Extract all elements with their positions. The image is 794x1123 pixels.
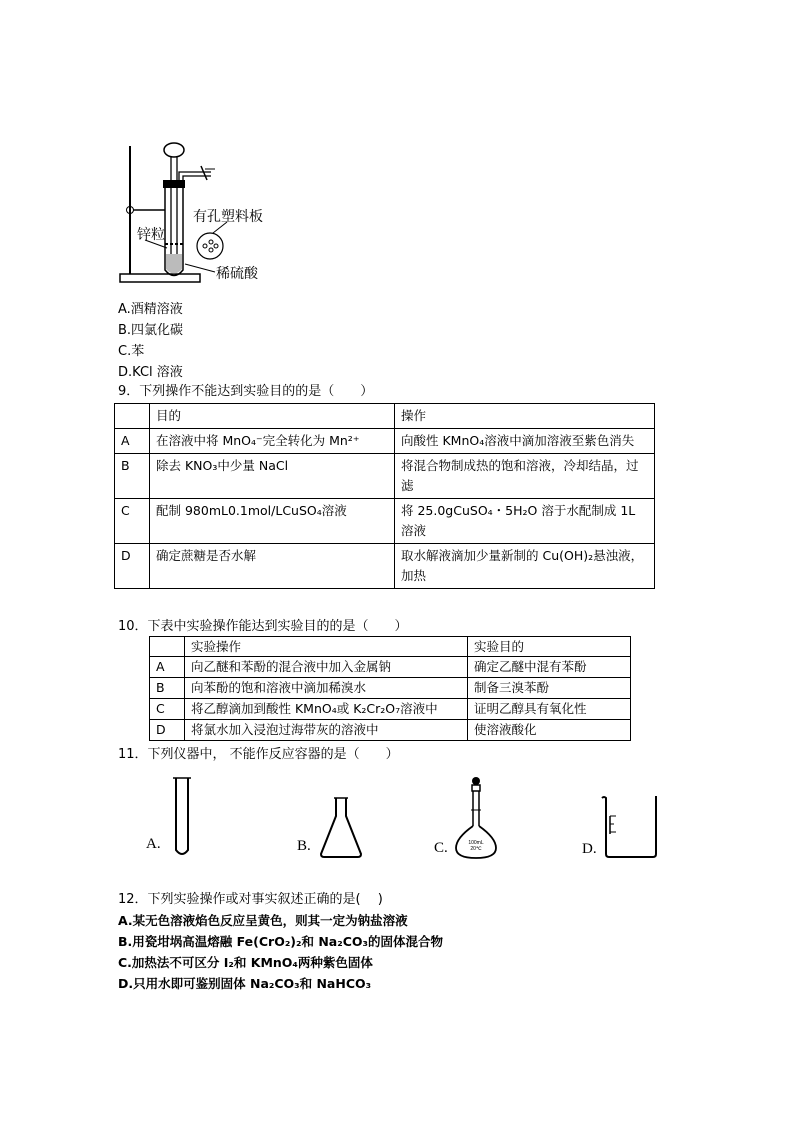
row-label: C <box>115 499 150 544</box>
row-op: 向乙醚和苯酚的混合液中加入金属钠 <box>185 657 468 678</box>
label-zinc: 锌粒 <box>137 227 165 243</box>
row-label: C <box>150 699 185 720</box>
table-row <box>115 404 655 429</box>
q9-header-operation: 操作 <box>395 404 655 429</box>
q8-option-b: B.四氯化碳 <box>118 323 184 338</box>
table-row <box>115 544 655 589</box>
row-op: 将乙醇滴加到酸性 KMnO₄或 K₂Cr₂O₇溶液中 <box>185 699 468 720</box>
row-goal: 证明乙醇具有氧化性 <box>468 699 631 720</box>
label-acid: 稀硫酸 <box>216 266 258 282</box>
row-purpose: 在溶液中将 MnO₄⁻完全转化为 Mn²⁺ <box>150 429 395 454</box>
table-row <box>150 657 631 678</box>
table-row <box>150 637 631 657</box>
row-label: B <box>115 454 150 499</box>
q9-table <box>114 403 655 589</box>
q11-label-a: A. <box>146 836 161 852</box>
flask-mark-volume: 100mL <box>468 840 484 846</box>
q10-header-goal: 实验目的 <box>468 637 631 657</box>
table-row <box>115 429 655 454</box>
q8-option-d: D.KCl 溶液 <box>118 365 183 380</box>
q8-option-a: A.酒精溶液 <box>118 302 183 317</box>
q9-header-blank <box>115 404 150 429</box>
row-op: 向苯酚的饱和溶液中滴加稀溴水 <box>185 678 468 699</box>
q10-header-blank <box>150 637 185 657</box>
row-operation: 向酸性 KMnO₄溶液中滴加溶液至紫色消失 <box>395 429 655 454</box>
row-operation: 取水解液滴加少量新制的 Cu(OH)₂悬浊液，加热 <box>395 544 655 589</box>
q11-stem: 11．下列仪器中， 不能作反应容器的是（ ） <box>118 747 399 762</box>
row-goal: 确定乙醚中混有苯酚 <box>468 657 631 678</box>
row-label: A <box>150 657 185 678</box>
table-row <box>150 699 631 720</box>
table-row <box>150 720 631 741</box>
q11-label-c: C. <box>434 840 448 856</box>
q12-option-b: B.用瓷坩埚高温熔融 Fe(CrO₂)₂和 Na₂CO₃的固体混合物 <box>118 934 443 949</box>
q12-option-d: D.只用水即可鉴别固体 Na₂CO₃和 NaHCO₃ <box>118 976 372 991</box>
q12-option-a: A.某无色溶液焰色反应呈黄色，则其一定为钠盐溶液 <box>118 913 408 928</box>
q11-label-b: B. <box>297 838 311 854</box>
table-row <box>115 454 655 499</box>
q9-header-purpose: 目的 <box>150 404 395 429</box>
q9-stem: 9．下列操作不能达到实验目的的是（ ） <box>118 384 374 399</box>
beaker-icon <box>600 794 660 860</box>
test-tube-icon <box>170 776 194 860</box>
row-operation: 将 25.0gCuSO₄・5H₂O 溶于水配制成 1L 溶液 <box>395 499 655 544</box>
row-goal: 制备三溴苯酚 <box>468 678 631 699</box>
q8-option-c: C.苯 <box>118 344 145 359</box>
q12-option-c: C.加热法不可区分 I₂和 KMnO₄两种紫色固体 <box>118 955 373 970</box>
row-purpose: 确定蔗糖是否水解 <box>150 544 395 589</box>
row-purpose: 除去 KNO₃中少量 NaCl <box>150 454 395 499</box>
row-label: D <box>115 544 150 589</box>
row-purpose: 配制 980mL0.1mol/LCuSO₄溶液 <box>150 499 395 544</box>
label-plate: 有孔塑料板 <box>193 209 263 225</box>
row-goal: 使溶液酸化 <box>468 720 631 741</box>
q12-stem: 12．下列实验操作或对事实叙述正确的是( ) <box>118 892 383 907</box>
row-operation: 将混合物制成热的饱和溶液，冷却结晶，过滤 <box>395 454 655 499</box>
q10-stem: 10．下表中实验操作能达到实验目的的是（ ） <box>118 619 408 634</box>
q11-label-d: D. <box>582 841 597 857</box>
volumetric-flask-icon <box>452 776 500 862</box>
row-label: B <box>150 678 185 699</box>
table-row <box>150 678 631 699</box>
erlenmeyer-flask-icon <box>318 796 364 860</box>
q10-header-op: 实验操作 <box>185 637 468 657</box>
row-op: 将氯水加入浸泡过海带灰的溶液中 <box>185 720 468 741</box>
table-row <box>115 499 655 544</box>
row-label: A <box>115 429 150 454</box>
q10-table <box>149 636 631 741</box>
row-label: D <box>150 720 185 741</box>
flask-mark-temperature: 20℃ <box>470 846 482 852</box>
